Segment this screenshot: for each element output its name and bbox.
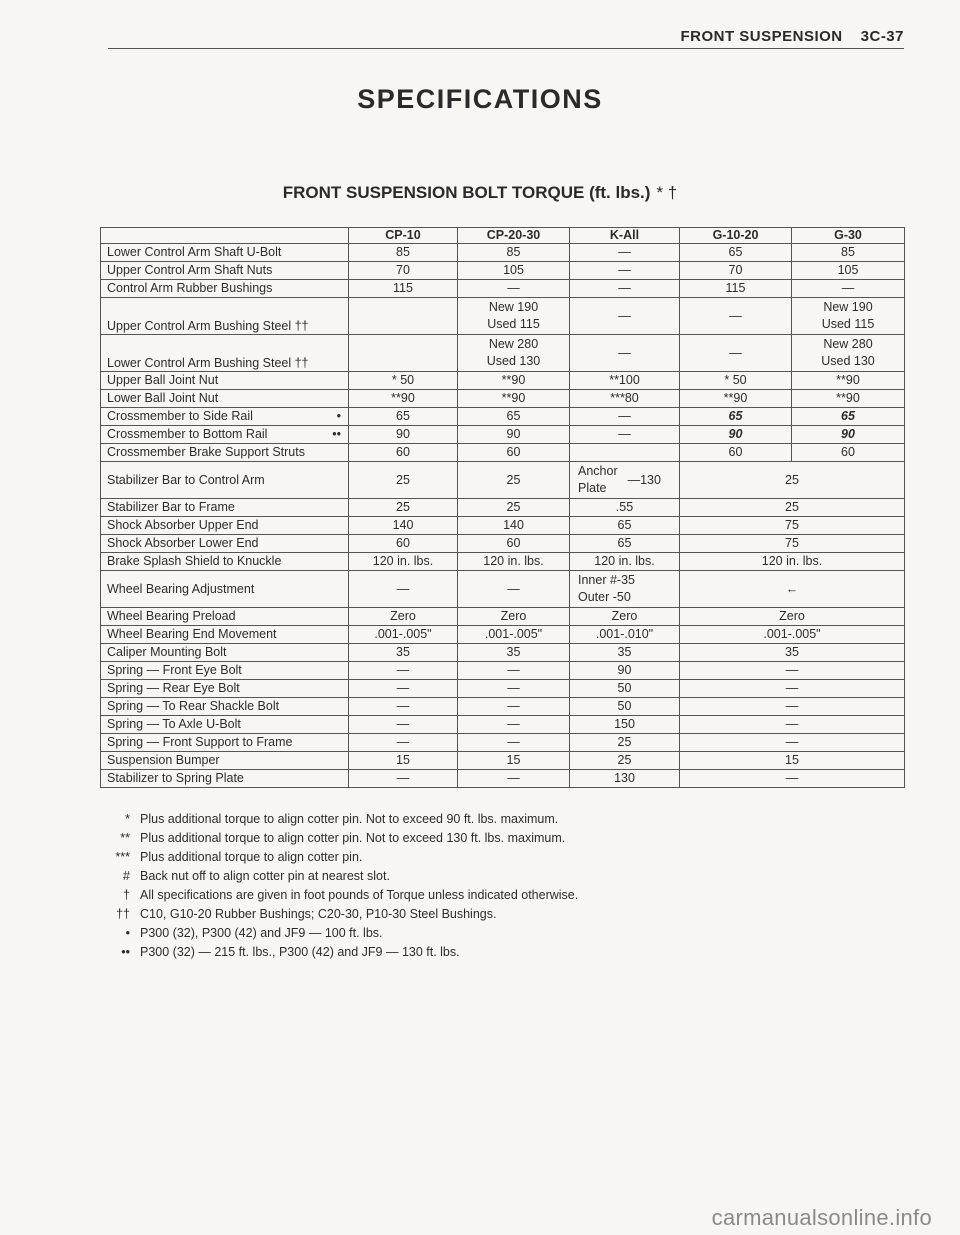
table-cell: 25 [570, 752, 680, 770]
row-label: Stabilizer to Spring Plate [101, 770, 349, 788]
row-label: Shock Absorber Upper End [101, 517, 349, 535]
footnote-mark: • [336, 409, 341, 423]
table-cell: 90 [792, 426, 905, 444]
table-cell: — [458, 698, 570, 716]
table-row [101, 280, 905, 298]
table-cell: 90 [570, 662, 680, 680]
table-cell-merged: — [680, 662, 905, 680]
cell-line: Anchor [578, 464, 618, 478]
watermark: carmanualsonline.info [711, 1205, 932, 1230]
table-row [101, 390, 905, 408]
table-cell: 90 [349, 426, 458, 444]
table-cell: — [792, 280, 905, 298]
table-cell: **90 [680, 390, 792, 408]
row-label: Lower Control Arm Bushing Steel †† [101, 335, 349, 372]
table-row [101, 770, 905, 788]
footnote-text: Plus additional torque to align cotter pin. Not to exceed 130 ft. lbs. maximum. [140, 830, 566, 845]
cell-line: Used 130 [486, 354, 541, 368]
row-label-with-mark [101, 426, 349, 444]
table-row [101, 734, 905, 752]
table-cell: **100 [570, 372, 680, 390]
row-label: Lower Ball Joint Nut [101, 390, 349, 408]
table-cell: .001-.005" [349, 626, 458, 644]
footnote [84, 866, 784, 885]
table-cell-anchor-plate [570, 462, 680, 499]
row-label: Spring — To Rear Shackle Bolt [101, 698, 349, 716]
footnote [84, 847, 784, 866]
footnote-mark: ** [120, 830, 130, 845]
footnote-mark: †† [116, 906, 130, 921]
table-row [101, 680, 905, 698]
page-header [108, 28, 904, 45]
table-cell: — [349, 662, 458, 680]
table-cell: 130 [570, 770, 680, 788]
table-cell: **90 [458, 390, 570, 408]
header-rule [108, 48, 904, 49]
table-cell: 25 [349, 499, 458, 517]
table-row [101, 662, 905, 680]
table-cell-merged: — [680, 716, 905, 734]
table-cell: **90 [792, 372, 905, 390]
row-label: Stabilizer Bar to Control Arm [101, 462, 349, 499]
table-cell: 60 [349, 535, 458, 553]
table-row [101, 372, 905, 390]
table-cell: 35 [349, 644, 458, 662]
cell-line: New 190 [823, 300, 873, 314]
table-cell: — [458, 770, 570, 788]
table-cell: — [458, 680, 570, 698]
table-cell: .001-.005" [458, 626, 570, 644]
table-row [101, 752, 905, 770]
row-label: Upper Control Arm Shaft Nuts [101, 262, 349, 280]
table-cell: 140 [458, 517, 570, 535]
column-header: K-All [570, 228, 680, 244]
table-cell: 120 in. lbs. [458, 553, 570, 571]
table-cell-merged: — [680, 770, 905, 788]
table-cell: ***80 [570, 390, 680, 408]
table-title [0, 183, 960, 203]
table-cell: 65 [570, 517, 680, 535]
table-cell-merged: ← [680, 571, 905, 608]
table-cell: — [458, 662, 570, 680]
table-cell: — [570, 426, 680, 444]
table-cell: 90 [458, 426, 570, 444]
table-header-row [101, 228, 905, 244]
table-row [101, 644, 905, 662]
table-cell: 25 [458, 499, 570, 517]
cell-line: Outer -50 [578, 590, 631, 604]
footnote-mark: •• [121, 944, 130, 959]
cell-line: Inner #-35 [578, 573, 635, 587]
footnote [84, 828, 784, 847]
table-cell-merged: 15 [680, 752, 905, 770]
bolt-torque-table [100, 227, 905, 788]
table-cell: 35 [570, 644, 680, 662]
footnote-mark: *** [115, 849, 130, 864]
table-cell: 140 [349, 517, 458, 535]
footnote-text: Plus additional torque to align cotter pin. [140, 849, 363, 864]
table-cell: — [680, 298, 792, 335]
table-cell: 85 [792, 244, 905, 262]
footnote [84, 942, 784, 961]
footnote [84, 923, 784, 942]
table-cell: * 50 [349, 372, 458, 390]
table-cell: 60 [349, 444, 458, 462]
column-header: CP-20-30 [458, 228, 570, 244]
table-cell-merged: — [680, 698, 905, 716]
table-cell: — [570, 244, 680, 262]
cell-value: —130 [627, 472, 661, 487]
table-row [101, 698, 905, 716]
table-row [101, 335, 905, 372]
table-cell-merged: 25 [680, 462, 905, 499]
column-header: G-10-20 [680, 228, 792, 244]
footnote-text: Back nut off to align cotter pin at nearest slot. [140, 868, 390, 883]
table-row [101, 716, 905, 734]
table-cell: — [458, 571, 570, 608]
table-cell-stacked [792, 335, 905, 372]
table-cell: — [349, 770, 458, 788]
row-label: Crossmember Brake Support Struts [101, 444, 349, 462]
table-cell: — [680, 335, 792, 372]
table-cell-stacked [458, 298, 570, 335]
footnote-mark: † [123, 887, 130, 902]
table-cell: — [349, 680, 458, 698]
table-cell: — [570, 335, 680, 372]
table-cell: 85 [349, 244, 458, 262]
table-cell: 25 [458, 462, 570, 499]
table-cell-merged: 35 [680, 644, 905, 662]
footnotes [84, 809, 784, 961]
footnote-text: All specifications are given in foot pounds of Torque unless indicated otherwise. [140, 887, 579, 902]
row-label: Stabilizer Bar to Frame [101, 499, 349, 517]
table-cell: Zero [570, 608, 680, 626]
page-title: SPECIFICATIONS [357, 84, 603, 114]
cell-line: Used 115 [821, 317, 875, 331]
table-cell: 65 [680, 244, 792, 262]
table-cell: 25 [570, 734, 680, 752]
row-label: Wheel Bearing Adjustment [101, 571, 349, 608]
table-cell-merged: 75 [680, 517, 905, 535]
cell-line: Plate [578, 481, 607, 495]
table-cell: Zero [458, 608, 570, 626]
row-label: Spring — To Axle U-Bolt [101, 716, 349, 734]
table-row [101, 553, 905, 571]
cell-line: Used 130 [821, 354, 875, 368]
footnote [84, 904, 784, 923]
table-row [101, 426, 905, 444]
table-cell: **90 [792, 390, 905, 408]
table-cell: 65 [680, 408, 792, 426]
table-cell: 90 [680, 426, 792, 444]
table-cell: — [458, 734, 570, 752]
table-cell: 120 in. lbs. [570, 553, 680, 571]
row-label: Crossmember to Side Rail [107, 409, 253, 423]
table-cell: * 50 [680, 372, 792, 390]
table-cell [349, 335, 458, 372]
row-label: Upper Control Arm Bushing Steel †† [101, 298, 349, 335]
table-cell: — [349, 716, 458, 734]
table-cell: 35 [458, 644, 570, 662]
table-cell-merged: Zero [680, 608, 905, 626]
row-label: Spring — Front Support to Frame [101, 734, 349, 752]
cell-line: New 190 [488, 300, 539, 314]
table-row [101, 244, 905, 262]
table-row [101, 608, 905, 626]
table-cell: 105 [792, 262, 905, 280]
table-cell: — [570, 280, 680, 298]
table-row [101, 408, 905, 426]
table-row [101, 444, 905, 462]
table-cell: — [570, 408, 680, 426]
footnote-mark: * [125, 811, 130, 826]
table-row [101, 535, 905, 553]
table-cell [349, 298, 458, 335]
table-row [101, 262, 905, 280]
table-cell-merged: — [680, 734, 905, 752]
table-cell: — [349, 698, 458, 716]
table-cell-merged: 75 [680, 535, 905, 553]
column-header: G-30 [792, 228, 905, 244]
table-cell-stacked [570, 571, 680, 608]
table-cell: — [570, 262, 680, 280]
table-cell: 85 [458, 244, 570, 262]
table-cell: 25 [349, 462, 458, 499]
table-cell: .001-.010" [570, 626, 680, 644]
table-cell-merged: 25 [680, 499, 905, 517]
table-row [101, 462, 905, 499]
row-label: Wheel Bearing Preload [101, 608, 349, 626]
row-label: Upper Ball Joint Nut [101, 372, 349, 390]
table-cell-merged: .001-.005" [680, 626, 905, 644]
footnote-mark: •• [332, 427, 341, 441]
table-cell: **90 [349, 390, 458, 408]
table-cell: Zero [349, 608, 458, 626]
table-cell: 120 in. lbs. [349, 553, 458, 571]
footnote-text: Plus additional torque to align cotter pin. Not to exceed 90 ft. lbs. maximum. [140, 811, 559, 826]
table-cell: 115 [680, 280, 792, 298]
table-row [101, 499, 905, 517]
table-cell: .55 [570, 499, 680, 517]
header-blank-cell [101, 228, 349, 244]
table-cell: 15 [349, 752, 458, 770]
table-cell-stacked [458, 335, 570, 372]
table-cell [570, 444, 680, 462]
table-cell: — [349, 571, 458, 608]
footnote [84, 885, 784, 904]
row-label: Lower Control Arm Shaft U-Bolt [101, 244, 349, 262]
table-cell-stacked [792, 298, 905, 335]
table-cell: 15 [458, 752, 570, 770]
footnote-mark: # [123, 868, 130, 883]
row-label-with-mark [101, 408, 349, 426]
table-row [101, 298, 905, 335]
table-cell: — [458, 716, 570, 734]
table-cell: 70 [680, 262, 792, 280]
table-row [101, 626, 905, 644]
table-row [101, 517, 905, 535]
table-cell: 70 [349, 262, 458, 280]
table-cell: — [349, 734, 458, 752]
row-label: Spring — Rear Eye Bolt [101, 680, 349, 698]
table-title-text: FRONT SUSPENSION BOLT TORQUE (ft. lbs.) [282, 183, 651, 202]
table-cell: — [458, 280, 570, 298]
row-label: Spring — Front Eye Bolt [101, 662, 349, 680]
row-label: Shock Absorber Lower End [101, 535, 349, 553]
table-cell-merged: 120 in. lbs. [680, 553, 905, 571]
column-header: CP-10 [349, 228, 458, 244]
cell-line: New 280 [823, 337, 873, 351]
table-cell: 105 [458, 262, 570, 280]
footnote [84, 809, 784, 828]
table-cell: **90 [458, 372, 570, 390]
page-number: 3C-37 [860, 28, 904, 45]
footnote-text: C10, G10-20 Rubber Bushings; C20-30, P10-30 Steel Bushings. [140, 906, 497, 921]
table-cell: 60 [680, 444, 792, 462]
table-cell: 115 [349, 280, 458, 298]
footnote-text: P300 (32) — 215 ft. lbs., P300 (42) and JF9 — 130 ft. lbs. [140, 944, 460, 959]
table-cell: 65 [349, 408, 458, 426]
section-title: FRONT SUSPENSION [680, 28, 843, 45]
table-cell-merged: — [680, 680, 905, 698]
table-cell: 65 [792, 408, 905, 426]
table-cell: — [570, 298, 680, 335]
row-label: Crossmember to Bottom Rail [107, 427, 268, 441]
row-label: Caliper Mounting Bolt [101, 644, 349, 662]
row-label: Suspension Bumper [101, 752, 349, 770]
footnote-text: P300 (32), P300 (42) and JF9 — 100 ft. lbs. [140, 925, 383, 940]
row-label: Brake Splash Shield to Knuckle [101, 553, 349, 571]
row-label: Wheel Bearing End Movement [101, 626, 349, 644]
footnote-mark: • [125, 925, 130, 940]
table-cell: 60 [458, 444, 570, 462]
table-cell: 60 [458, 535, 570, 553]
table-cell: 50 [570, 698, 680, 716]
row-label: Control Arm Rubber Bushings [101, 280, 349, 298]
table-row [101, 571, 905, 608]
table-cell: 65 [570, 535, 680, 553]
cell-line: Used 115 [487, 317, 540, 331]
table-title-marks: * † [656, 183, 678, 202]
table-cell: 150 [570, 716, 680, 734]
table-cell: 65 [458, 408, 570, 426]
cell-line: New 280 [488, 337, 539, 351]
table-cell: 50 [570, 680, 680, 698]
table-cell: 60 [792, 444, 905, 462]
